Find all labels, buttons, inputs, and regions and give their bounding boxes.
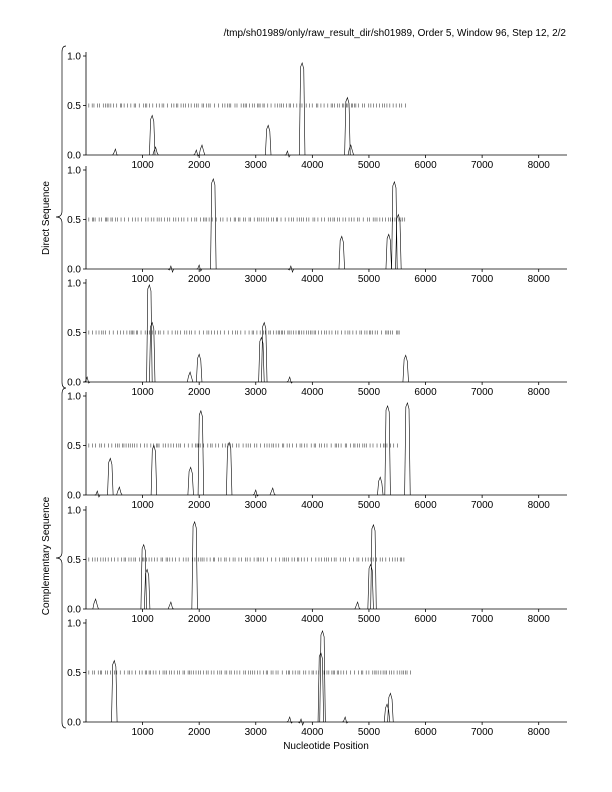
y-tick-label: 0.5 — [67, 328, 81, 339]
x-tick-label: 3000 — [244, 274, 267, 285]
x-tick-label: 3000 — [244, 727, 267, 738]
data-peak — [377, 477, 383, 495]
threshold-marks — [89, 671, 411, 675]
data-peak — [199, 145, 205, 155]
y-tick-label: 0.0 — [67, 264, 81, 276]
x-tick-label: 6000 — [414, 160, 437, 171]
data-peak — [270, 488, 276, 495]
figure-title: /tmp/sh01989/only/raw_result_dir/sh01989, Order 5, Window 96, Step 12, 2/2 — [223, 28, 566, 39]
group-brackets — [56, 46, 66, 728]
y-tick-label: 0.0 — [67, 490, 81, 502]
data-peak — [117, 487, 123, 495]
x-tick-label: 5000 — [357, 614, 381, 625]
x-tick-label: 1000 — [131, 727, 154, 738]
y-tick-label: 1.0 — [67, 51, 81, 63]
x-tick-label: 4000 — [301, 500, 324, 511]
x-tick-label: 4000 — [301, 160, 324, 171]
y-tick-label: 0.5 — [67, 668, 81, 679]
data-peak — [403, 355, 409, 382]
threshold-marks — [89, 218, 405, 222]
data-peak — [149, 115, 155, 155]
x-tick-label: 5000 — [357, 727, 381, 738]
y-tick-label: 0.5 — [67, 215, 81, 226]
x-tick-label: 8000 — [527, 727, 550, 738]
x-tick-label: 7000 — [470, 160, 494, 171]
y-tick-label: 0.0 — [67, 150, 81, 162]
data-peak — [339, 236, 345, 269]
y-tick-label: 1.0 — [67, 618, 81, 630]
x-tick-label: 8000 — [527, 387, 550, 398]
threshold-marks — [89, 331, 399, 335]
x-tick-label: 1000 — [131, 160, 154, 171]
data-peak — [396, 215, 402, 269]
panel-6 — [67, 619, 567, 739]
x-tick-label: 7000 — [470, 614, 494, 625]
x-tick-label: 3000 — [244, 614, 267, 625]
y-tick-label: 1.0 — [67, 278, 81, 290]
data-peak — [211, 179, 217, 269]
panel-2 — [67, 166, 567, 286]
x-tick-label: 2000 — [188, 160, 211, 171]
data-peak — [113, 149, 119, 155]
x-tick-label: 5000 — [357, 500, 381, 511]
data-peak — [371, 525, 377, 609]
y-tick-label: 0.5 — [67, 555, 81, 566]
data-peak — [198, 411, 204, 495]
x-tick-label: 1000 — [131, 274, 154, 285]
data-peak — [355, 602, 361, 609]
x-tick-label: 6000 — [414, 727, 437, 738]
x-tick-label: 7000 — [470, 500, 494, 511]
x-tick-label: 3000 — [244, 387, 267, 398]
x-tick-label: 2000 — [188, 614, 211, 625]
data-peak — [95, 491, 101, 497]
data-peak — [187, 372, 193, 382]
data-peak — [153, 147, 159, 155]
x-tick-label: 7000 — [470, 727, 494, 738]
y-tick-label: 0.0 — [67, 604, 81, 616]
x-tick-label: 2000 — [188, 727, 211, 738]
x-tick-label: 8000 — [527, 274, 550, 285]
y-tick-label: 0.5 — [67, 101, 81, 112]
panel-3 — [67, 279, 567, 399]
data-peak — [192, 522, 198, 609]
data-peak — [388, 693, 394, 722]
data-peak — [196, 354, 202, 382]
panel-1 — [67, 52, 567, 172]
x-tick-label: 4000 — [301, 387, 324, 398]
data-peak — [188, 467, 194, 495]
data-peak — [285, 151, 291, 157]
x-tick-label: 7000 — [470, 387, 494, 398]
x-tick-label: 5000 — [357, 387, 381, 398]
data-peak — [386, 234, 392, 269]
x-tick-label: 5000 — [357, 160, 381, 171]
x-tick-label: 7000 — [470, 274, 494, 285]
threshold-marks — [89, 104, 406, 108]
data-peak — [108, 458, 114, 495]
complementary-sequence-label: Complementary Sequence — [41, 496, 52, 616]
x-tick-label: 3000 — [244, 160, 267, 171]
x-tick-label: 8000 — [527, 500, 550, 511]
panel-5 — [67, 506, 567, 626]
threshold-marks — [89, 558, 404, 562]
panels — [67, 52, 567, 739]
y-tick-label: 0.0 — [67, 717, 81, 729]
y-tick-label: 1.0 — [67, 391, 81, 403]
direct-bracket — [56, 46, 66, 388]
x-tick-label: 6000 — [414, 614, 437, 625]
panel-4 — [67, 392, 567, 512]
x-tick-label: 3000 — [244, 500, 267, 511]
data-peak — [144, 569, 150, 609]
data-peak — [385, 406, 391, 495]
threshold-marks — [89, 444, 398, 448]
x-tick-label: 2000 — [188, 274, 211, 285]
y-tick-label: 1.0 — [67, 505, 81, 517]
x-tick-label: 5000 — [357, 274, 381, 285]
data-peak — [405, 403, 411, 495]
direct-sequence-label: Direct Sequence — [41, 181, 52, 255]
x-tick-label: 2000 — [188, 500, 211, 511]
data-peak — [168, 602, 174, 609]
data-peak — [111, 661, 117, 722]
complementary-bracket — [56, 388, 66, 728]
x-tick-label: 6000 — [414, 500, 437, 511]
x-tick-label: 1000 — [131, 387, 154, 398]
data-peak — [265, 125, 271, 155]
data-peak — [384, 704, 390, 722]
x-tick-label: 1000 — [131, 614, 154, 625]
x-tick-label: 6000 — [414, 387, 437, 398]
x-tick-label: 4000 — [301, 614, 324, 625]
x-tick-label: 2000 — [188, 387, 211, 398]
data-peak — [261, 323, 267, 382]
x-tick-label: 1000 — [131, 500, 154, 511]
data-peak — [93, 599, 99, 609]
x-tick-label: 6000 — [414, 274, 437, 285]
data-peak — [348, 145, 354, 155]
x-tick-label: 8000 — [527, 614, 550, 625]
x-axis-title: Nucleotide Position — [283, 741, 369, 752]
x-tick-label: 4000 — [301, 727, 324, 738]
data-peak — [345, 98, 351, 155]
data-peak — [226, 443, 232, 495]
data-peak — [299, 63, 305, 155]
x-tick-label: 8000 — [527, 160, 550, 171]
data-peak — [151, 446, 157, 496]
x-tick-label: 4000 — [301, 274, 324, 285]
y-tick-label: 1.0 — [67, 165, 81, 177]
y-tick-label: 0.5 — [67, 441, 81, 452]
y-tick-label: 0.0 — [67, 377, 81, 389]
